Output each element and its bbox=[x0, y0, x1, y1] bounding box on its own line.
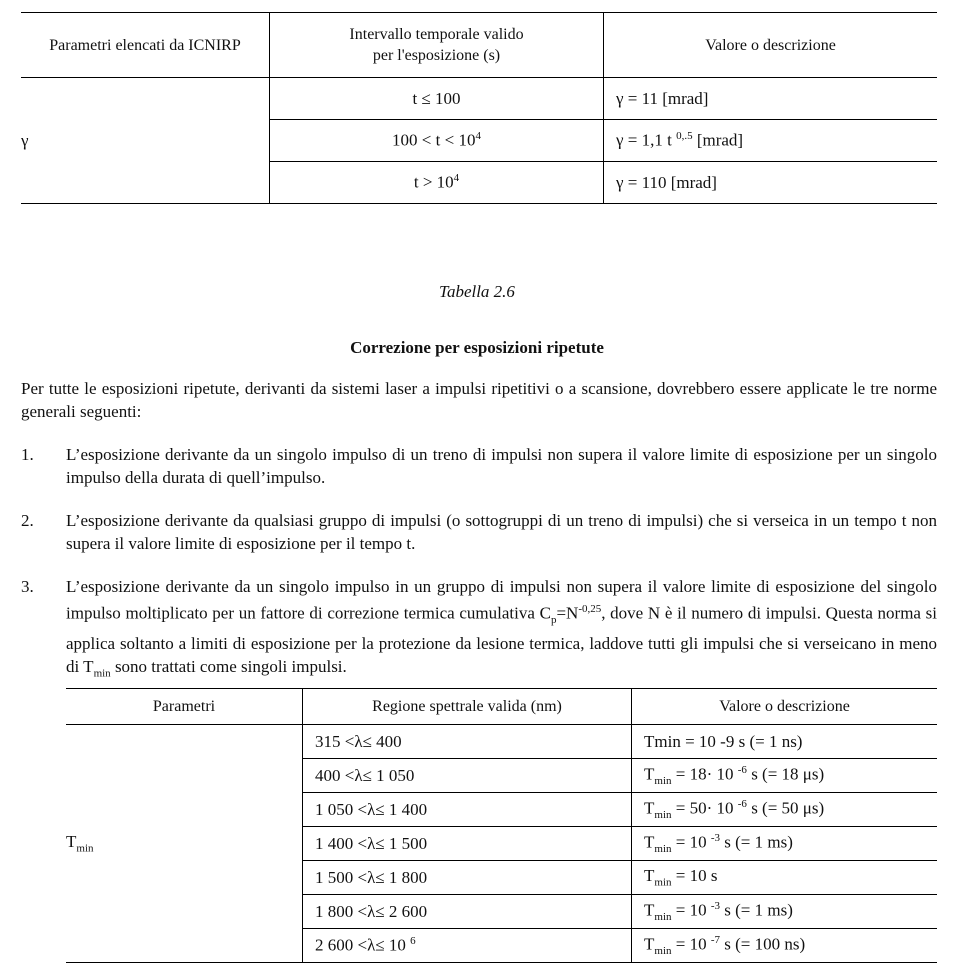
interval-cell bbox=[270, 120, 604, 162]
value-cell bbox=[632, 929, 938, 963]
param-main: T bbox=[66, 832, 77, 852]
value-a: = 50· 10 bbox=[671, 798, 738, 818]
table-row bbox=[21, 78, 937, 120]
value-t: T bbox=[644, 832, 655, 852]
text-part: sono trattati come singoli impulsi. bbox=[110, 657, 347, 677]
table-row bbox=[66, 725, 937, 759]
table-caption: Tabella 2.6 bbox=[439, 282, 515, 301]
header-valore: Valore o descrizione bbox=[604, 13, 938, 78]
table-header-row bbox=[21, 13, 937, 78]
value-sup: -7 bbox=[710, 933, 721, 946]
table-header-row bbox=[66, 689, 937, 725]
interval-exponent: 4 bbox=[475, 130, 481, 143]
subscript: p bbox=[550, 614, 557, 627]
region-cell: 1 400 <λ≤ 1 500 bbox=[303, 827, 632, 861]
value-a: = 10 bbox=[671, 934, 711, 954]
value-t: T bbox=[644, 934, 655, 954]
value-t: T bbox=[644, 866, 655, 886]
text-part: =N bbox=[556, 603, 579, 623]
header-intervallo-line2: per l'esposizione (s) bbox=[372, 47, 501, 64]
header-valore: Valore o descrizione bbox=[632, 689, 938, 725]
header-parametri: Parametri elencati da ICNIRP bbox=[49, 36, 241, 54]
icnirp-gamma-table bbox=[21, 12, 937, 204]
value-cell bbox=[632, 759, 938, 793]
value-cell: Tmin = 10 -9 s (= 1 ns) bbox=[632, 725, 938, 759]
region-exponent: 6 bbox=[410, 935, 416, 948]
value-b: s (= 100 ns) bbox=[720, 934, 806, 954]
region-cell: 1 050 <λ≤ 1 400 bbox=[303, 793, 632, 827]
value-a: = 10 bbox=[671, 900, 711, 920]
value-sub: min bbox=[654, 809, 672, 822]
list-text: L’esposizione derivante da qualsiasi gruppo di impulsi (o sottogruppi di un treno di impulsi) che si verseica in un tempo t non supera il valore limite di esposizione per il tempo t. bbox=[66, 511, 937, 553]
header-intervallo bbox=[270, 13, 604, 78]
interval-cell: t ≤ 100 bbox=[270, 78, 604, 120]
region-cell: 1 500 <λ≤ 1 800 bbox=[303, 861, 632, 895]
intro-paragraph: Per tutte le esposizioni ripetute, derivanti da sistemi laser a impulsi ripetitivi o a scansione, dovrebbero essere applicate le tre norme generali seguenti: bbox=[21, 379, 937, 421]
value-b: s (= 1 ms) bbox=[720, 900, 793, 920]
text-part: , dove N è il numero di impulsi. Questa norma si applica soltanto a limiti di esposizione per la protezione da lesione termica, laddove tutti gli impulsi che si verseicano in meno di T bbox=[66, 603, 938, 677]
region-text: 2 600 <λ≤ 10 bbox=[315, 935, 411, 955]
tmin-table bbox=[66, 688, 937, 963]
value-b: s (= 18 μs) bbox=[746, 764, 825, 784]
region-cell: 1 800 <λ≤ 2 600 bbox=[303, 895, 632, 929]
value-sup: -3 bbox=[710, 899, 721, 912]
header-regione: Regione spettrale valida (nm) bbox=[303, 689, 632, 725]
value-t: T bbox=[644, 764, 655, 784]
region-cell: 400 <λ≤ 1 050 bbox=[303, 759, 632, 793]
list-number: 3. bbox=[21, 577, 34, 596]
value-a: = 18· 10 bbox=[671, 764, 738, 784]
value-sub: min bbox=[654, 911, 672, 924]
value-cell bbox=[632, 793, 938, 827]
list-number: 1. bbox=[21, 445, 34, 464]
value-cell bbox=[604, 120, 938, 162]
value-sup: -3 bbox=[710, 831, 721, 844]
value-a: = 10 s bbox=[671, 866, 718, 886]
value-sup: -6 bbox=[737, 797, 747, 810]
param-tmin bbox=[66, 725, 303, 963]
superscript: -0,25 bbox=[578, 603, 602, 615]
value-text: γ = 1,1 t bbox=[616, 130, 677, 150]
list-text: L’esposizione derivante da un singolo impulso di un treno di impulsi non supera il valore limite di esposizione per un singolo impulso della durata di quell’impulso. bbox=[66, 445, 937, 487]
header-intervallo-line1: Intervallo temporale valido bbox=[349, 26, 524, 43]
value-b: s (= 50 μs) bbox=[746, 798, 825, 818]
value-unit: [mrad] bbox=[692, 130, 744, 150]
interval-text: 100 < t < 10 bbox=[392, 130, 476, 150]
value-sup: -6 bbox=[737, 763, 747, 776]
interval-cell bbox=[270, 162, 604, 204]
value-sub: min bbox=[654, 945, 672, 958]
list-number: 2. bbox=[21, 511, 34, 530]
list-text bbox=[66, 575, 937, 685]
param-gamma: γ bbox=[21, 78, 270, 204]
value-sub: min bbox=[654, 876, 672, 889]
value-cell bbox=[632, 861, 938, 895]
header-parametri: Parametri bbox=[66, 689, 303, 725]
region-cell: 315 <λ≤ 400 bbox=[303, 725, 632, 759]
value-cell bbox=[632, 827, 938, 861]
interval-text: t > 10 bbox=[413, 172, 454, 192]
interval-exponent: 4 bbox=[453, 172, 460, 185]
value-exponent: 0,.5 bbox=[676, 130, 693, 143]
value-cell: γ = 11 [mrad] bbox=[604, 78, 938, 120]
value-a: = 10 bbox=[671, 832, 711, 852]
region-cell bbox=[303, 929, 632, 963]
value-cell bbox=[632, 895, 938, 929]
section-heading: Correzione per esposizioni ripetute bbox=[350, 338, 604, 357]
text-part: L’esposizione derivante da un singolo impulso in un gruppo di impulsi non supera il valore limite di esposizione del singolo impulso moltiplicato per un fattore di correzione termica cumulativa C bbox=[66, 577, 937, 623]
value-sub: min bbox=[654, 843, 672, 856]
subscript: min bbox=[93, 667, 111, 680]
value-sub: min bbox=[654, 775, 672, 788]
value-b: s (= 1 ms) bbox=[720, 832, 793, 852]
param-subscript: min bbox=[76, 842, 94, 855]
value-t: T bbox=[644, 900, 655, 920]
value-cell: γ = 110 [mrad] bbox=[604, 162, 938, 204]
value-t: T bbox=[644, 798, 655, 818]
